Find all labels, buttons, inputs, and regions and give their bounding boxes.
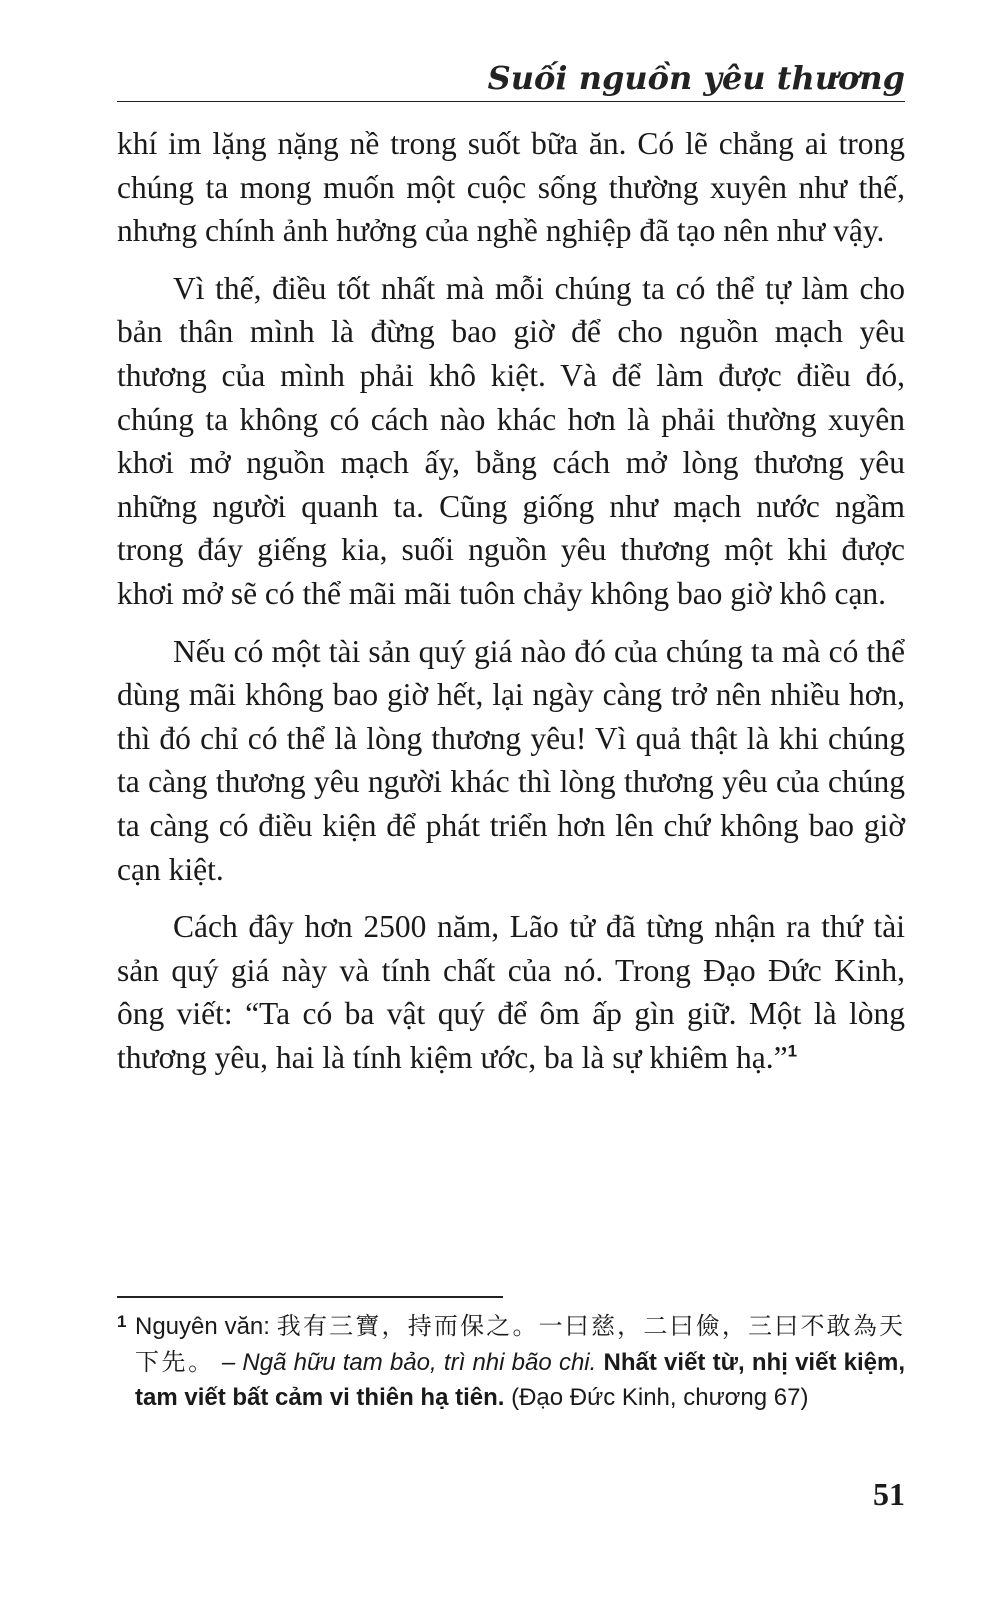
paragraph-1: khí im lặng nặng nề trong suốt bữa ăn. Có lẽ chẳng ai trong chúng ta mong muốn một cuộc sống thường xuyên như thế, nhưng chính ảnh hưởng của nghề nghiệp đã tạo nên như vậy. — [117, 126, 905, 249]
footnote-number: 1 — [117, 1312, 127, 1331]
footnote-lead: Nguyên văn: — [135, 1313, 277, 1340]
footnote-rule — [117, 1296, 503, 1298]
footnote-content — [135, 1309, 905, 1416]
header-rule — [117, 101, 905, 102]
paragraph-3: Nếu có một tài sản quý giá nào đó của chúng ta mà có thể dùng mãi không bao giờ hết, lại ngày càng trở nên nhiều hơn, thì đó chỉ có thể là lòng thương yêu! Vì quả thật là khi chúng ta càng thương yêu người khác thì lòng thương yêu của chúng ta càng có điều kiện để phát triển hơn lên chứ không bao giờ cạn kiệt. — [117, 633, 905, 887]
footnote-reference: 1 — [787, 1041, 798, 1061]
footnote-source: (Đạo Đức Kinh, chương 67) — [504, 1384, 809, 1411]
body-text — [117, 122, 905, 1093]
page-number: 51 — [873, 1476, 905, 1512]
running-header-title: Suối nguồn yêu thương — [487, 59, 905, 97]
footnote-chinese-text: 我有三寶，持而保之。一曰慈，二曰儉，三曰不敢為天下先。 — [135, 1312, 906, 1376]
paragraph-4 — [117, 905, 905, 1079]
footnote-translation: Nhất viết từ, nhị viết kiệm, tam viết bất cảm vi thiên hạ tiên. — [135, 1348, 906, 1411]
footnote-transliteration: – Ngã hữu tam bảo, trì nhi bão chi. — [214, 1348, 604, 1376]
paragraph-4-text: Cách đây hơn 2500 năm, Lão tử đã từng nhận ra thứ tài sản quý giá này và tính chất của nó. Trong Đạo Đức Kinh, ông viết: “Ta có ba vật quý để ôm ấp gìn giữ. Một là lòng thương yêu, hai là tính kiệm ước, ba là sự khiêm hạ.” — [117, 909, 905, 1075]
paragraph-2: Vì thế, điều tốt nhất mà mỗi chúng ta có thể tự làm cho bản thân mình là đừng bao giờ để cho nguồn mạch yêu thương của mình phải khô kiệt. Và để làm được điều đó, chúng ta không có cách nào khác hơn là phải thường xuyên khơi mở nguồn mạch ấy, bằng cách mở lòng thương yêu những người quanh ta. Cũng giống như mạch nước ngầm trong đáy giếng kia, suối nguồn yêu thương một khi được khơi mở sẽ có thể mãi mãi tuôn chảy không bao giờ khô cạn. — [117, 270, 905, 611]
footnote — [117, 1309, 905, 1416]
